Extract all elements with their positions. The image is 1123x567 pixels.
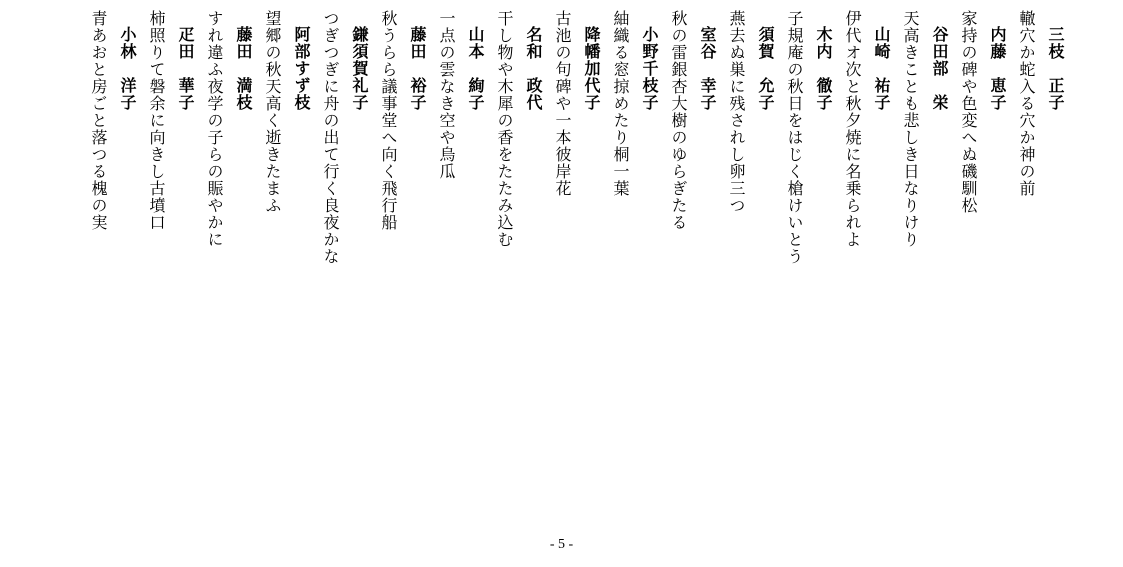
author-name: 木内 徹子 — [814, 26, 833, 111]
haiku-entry — [142, 8, 200, 518]
haiku-entry — [316, 8, 374, 518]
haiku-text: 秋うらら議事堂へ向く飛行船 — [379, 10, 398, 231]
author-name: 名和 政代 — [524, 26, 543, 111]
haiku-entry — [200, 8, 258, 518]
haiku-text: 青あおと房ごと落つる槐の実 — [89, 10, 108, 231]
haiku-text: 家持の碑や色変へぬ磯馴松 — [959, 10, 978, 214]
haiku-entry — [606, 8, 664, 518]
author-name: 降幡加代子 — [582, 26, 601, 111]
author-name: 小林 洋子 — [118, 26, 137, 111]
haiku-text: 轍穴か蛇入る穴か神の前 — [1017, 10, 1036, 197]
haiku-text: 伊代オ次と秋夕焼に名乗られよ — [843, 10, 862, 248]
haiku-entry — [84, 8, 142, 518]
haiku-entry — [548, 8, 606, 518]
haiku-text: 燕去ぬ巣に残されし卵三つ — [727, 10, 746, 214]
author-name: 山本 絢子 — [466, 26, 485, 111]
author-name: 藤田 裕子 — [408, 26, 427, 111]
haiku-entry — [722, 8, 780, 518]
haiku-text: 古池の句碑や一本彼岸花 — [553, 10, 572, 197]
haiku-text: つぎつぎに舟の出て行く良夜かな — [321, 10, 340, 265]
haiku-entry — [954, 8, 1012, 518]
author-name: 山崎 祐子 — [872, 26, 891, 111]
author-name: 鎌須賀礼子 — [350, 26, 369, 111]
haiku-entry — [780, 8, 838, 518]
author-name: 谷田部 栄 — [930, 26, 949, 111]
author-name: 阿部すず枝 — [292, 26, 311, 111]
author-name: 疋田 華子 — [176, 26, 195, 111]
author-name: 室谷 幸子 — [698, 26, 717, 111]
haiku-entry — [490, 8, 548, 518]
haiku-list — [70, 8, 1070, 518]
author-name: 藤田 満枝 — [234, 26, 253, 111]
haiku-entry — [374, 8, 432, 518]
haiku-text: 柿照りて磐余に向きし古墳口 — [147, 10, 166, 231]
haiku-entry — [664, 8, 722, 518]
haiku-text: すれ違ふ夜学の子らの賑やかに — [205, 10, 224, 248]
author-name: 須賀 允子 — [756, 26, 775, 111]
haiku-text: 天高きことも悲しき日なりけり — [901, 10, 920, 248]
haiku-entry — [896, 8, 954, 518]
haiku-text: 子規庵の秋日をはじく槍けいとう — [785, 10, 804, 265]
haiku-text: 紬織る窓掠めたり桐一葉 — [611, 10, 630, 197]
author-name: 内藤 恵子 — [988, 26, 1007, 111]
page-number: - 5 - — [549, 537, 574, 552]
haiku-entry — [258, 8, 316, 518]
author-name: 小野千枝子 — [640, 26, 659, 111]
haiku-entry — [1012, 8, 1070, 518]
haiku-text: 一点の雲なき空や烏瓜 — [437, 10, 456, 180]
haiku-text: 秋の雷銀杏大樹のゆらぎたる — [669, 10, 688, 231]
haiku-entry — [432, 8, 490, 518]
haiku-text: 望郷の秋天高く逝きたまふ — [263, 10, 282, 214]
author-name: 三枝 正子 — [1046, 26, 1065, 111]
haiku-text: 干し物や木犀の香をたたみ込む — [495, 10, 514, 248]
haiku-entry — [838, 8, 896, 518]
